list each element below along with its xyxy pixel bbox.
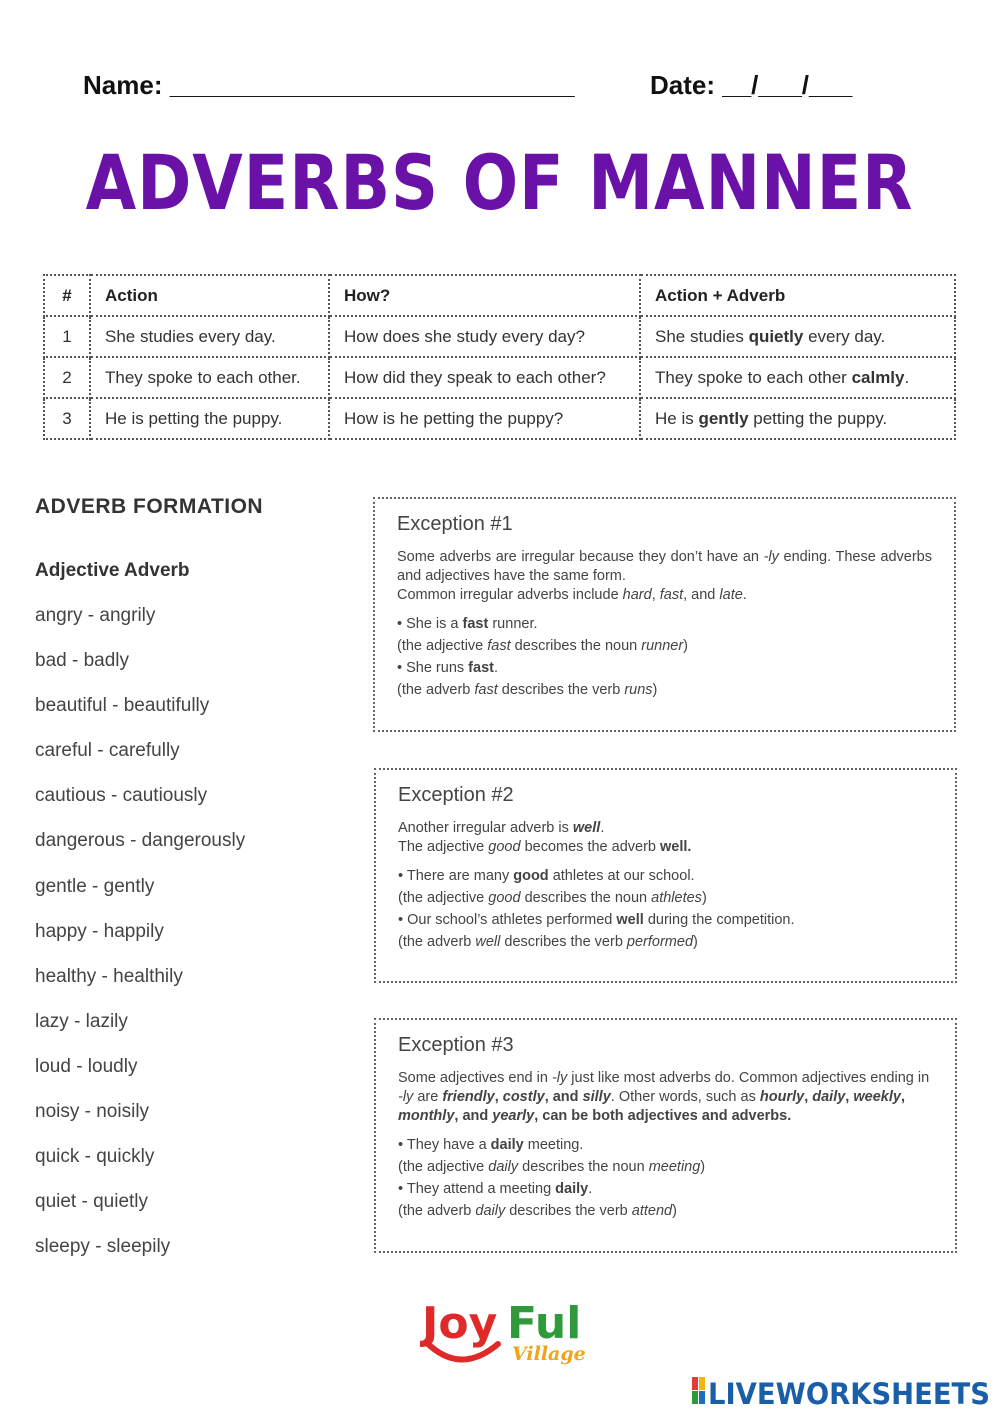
text-run: , [494,1089,503,1105]
text-run: fast [468,660,494,676]
text-run: fast [474,682,498,698]
text-run: daily [488,1159,519,1175]
adverb-word: calmly [851,367,905,387]
adverb-pre: She studies [655,326,749,346]
list-item: dangerous - dangerously [35,830,246,852]
text-run: well [572,820,601,836]
list-item: lazy - lazily [35,1010,128,1032]
text-run: . [588,1181,593,1197]
text-run: ) [652,682,658,698]
row-action-adverb [640,316,955,357]
text-run: fast [462,616,489,632]
text-run: -ly [551,1070,568,1086]
text-run: monthly [398,1108,455,1124]
date-field [650,70,852,101]
adverb-post: petting the puppy. [748,408,888,428]
exception-3-title: Exception #3 [398,1034,514,1056]
col-header-action-adverb: Action + Adverb [640,275,955,316]
exception-1-example-1 [397,613,932,635]
text-run: , can be both adjectives and adverbs. [534,1108,792,1124]
text-run: good [488,890,521,906]
text-run: fast [659,587,684,603]
exception-2-example-2 [398,909,933,931]
text-run: . [600,820,605,836]
liveworksheets-watermark [692,1374,992,1408]
text-run: fast [487,638,511,654]
text-run: daily [812,1089,846,1105]
text-run: athletes [651,890,702,906]
text-run: • She is a [397,616,463,632]
list-item: careful - carefully [35,740,180,762]
row-number: 3 [44,398,90,439]
text-run: , and [544,1089,583,1105]
text-run: ) [683,638,689,654]
text-run: ) [700,1159,706,1175]
adverb-word: quietly [748,326,804,346]
adverb-pre: They spoke to each other [655,367,852,387]
text-run: (the adverb [398,1203,476,1219]
examples-table [43,274,956,440]
page-title: ADVERBS OF MANNER [85,138,914,227]
text-run: • Our school’s athletes performed [398,912,617,928]
text-run: . [742,587,747,603]
exception-2-explain-2 [398,931,933,953]
text-run: -ly [398,1089,414,1105]
list-item: happy - happily [35,920,164,942]
name-blank: ____________________________ [169,70,575,100]
col-header-how: How? [329,275,640,316]
text-run: • They attend a meeting [398,1181,556,1197]
text-run: well [475,934,501,950]
row-number: 2 [44,357,90,398]
text-run: daily [555,1181,589,1197]
text-run: . [493,660,498,676]
text-run: • There are many [398,868,514,884]
adverb-post: every day. [803,326,886,346]
text-run: meeting [648,1159,701,1175]
list-item: healthy - healthily [35,965,183,987]
exception-1-box [373,497,956,732]
text-run: runs [624,682,653,698]
text-run: describes the noun [520,890,652,906]
text-run: , and [683,587,720,603]
text-run: ) [693,934,698,950]
text-run: describes the noun [518,1159,649,1175]
exception-3-box [374,1018,957,1253]
text-run: The adjective [398,839,489,855]
adverb-pre: He is [655,408,699,428]
text-run: performed [626,934,694,950]
exception-2-box [374,768,957,983]
row-action: He is petting the puppy. [90,398,329,439]
exception-2-text [398,819,933,838]
exception-2-title: Exception #2 [398,784,514,806]
joyful-village-logo [420,1292,590,1372]
text-run: (the adjective [398,890,489,906]
list-item: loud - loudly [35,1055,138,1077]
text-run: Some adverbs are irregular because they don’t have an [397,549,764,565]
exception-3-example-2 [398,1178,933,1200]
text-run: Some adjectives end in [398,1070,552,1086]
text-run: weekly [853,1089,901,1105]
text-run: , [845,1089,854,1105]
text-run: silly [582,1089,611,1105]
list-item: quick - quickly [35,1146,155,1168]
text-run: meeting. [523,1137,584,1153]
name-field [83,70,575,101]
exception-3-example-1 [398,1134,933,1156]
exception-1-explain-2 [397,679,932,701]
text-run: describes the verb [497,682,625,698]
text-run: runner. [488,616,538,632]
date-blank: __/___/___ [722,70,853,100]
exception-1-text-2 [397,586,932,605]
row-action-adverb [640,357,955,398]
exception-2-example-1 [398,865,933,887]
row-action-adverb [640,398,955,439]
text-run: describes the verb [500,934,627,950]
text-run: describes the noun [510,638,642,654]
text-run: , [651,587,660,603]
date-label: Date: [650,70,716,100]
text-run: (the adjective [398,1159,489,1175]
text-run: (the adverb [398,934,476,950]
exception-3-explain-2 [398,1200,933,1222]
text-run: . Other words, such as [610,1089,760,1105]
col-header-action: Action [90,275,329,316]
text-run: -ly [763,549,779,565]
text-run: well. [660,839,692,855]
text-run: attend [631,1203,673,1219]
text-run: , [804,1089,813,1105]
text-run: ) [701,890,707,906]
exception-1-explain-1 [397,635,932,657]
text-run: Common irregular adverbs include [397,587,623,603]
text-run: costly [502,1089,545,1105]
text-run: • They have a [398,1137,491,1153]
svg-text:Joy: Joy [422,1298,498,1349]
list-item: quiet - quietly [35,1191,149,1213]
svg-text:Village: Village [512,1343,586,1365]
svg-text:LIVEWORKSHEETS: LIVEWORKSHEETS [708,1377,990,1408]
exception-2-explain-1 [398,887,933,909]
text-run: ending. These adverbs and adjectives have the same form. [397,549,932,584]
list-item: gentle - gently [35,875,155,897]
text-run: hourly [759,1089,805,1105]
adverb-word: gently [698,408,749,428]
text-run: are [413,1089,443,1105]
text-run: runner [641,638,684,654]
text-run: , and [454,1108,493,1124]
list-item: sleepy - sleepily [35,1236,171,1258]
text-run: becomes the adverb [520,839,660,855]
text-run: athletes at our school. [548,868,695,884]
exception-1-example-2 [397,657,932,679]
text-run: hard [622,587,652,603]
col-header-number: # [44,275,90,316]
list-item: noisy - noisily [35,1101,150,1123]
exception-3-text [398,1069,933,1126]
text-run: good [488,839,521,855]
text-run: well [616,912,644,928]
text-run: • She runs [397,660,469,676]
text-run: daily [475,1203,506,1219]
table-row [44,357,955,398]
row-how: How did they speak to each other? [329,357,640,398]
text-run: friendly [442,1089,495,1105]
svg-text:Ful: Ful [507,1298,582,1349]
row-number: 1 [44,316,90,357]
name-label: Name: [83,70,163,100]
row-how: How does she study every day? [329,316,640,357]
list-item: bad - badly [35,650,130,672]
exception-1-text [397,548,932,586]
table-row [44,398,955,439]
row-how: How is he petting the puppy? [329,398,640,439]
text-run: ) [672,1203,677,1219]
exception-3-explain-1 [398,1156,933,1178]
text-run: Another irregular adverb is [398,820,573,836]
section-title-formation: ADVERB FORMATION [35,495,264,518]
text-run: daily [490,1137,524,1153]
adverb-post: . [904,367,910,387]
text-run: good [513,868,549,884]
text-run: (the adjective [397,638,488,654]
formation-list [35,603,245,1279]
text-run: yearly [492,1108,535,1124]
text-run: during the competition. [643,912,795,928]
list-item: cautious - cautiously [35,785,208,807]
table-header-row [44,275,955,316]
list-item: beautiful - beautifully [35,695,210,717]
list-item: angry - angrily [35,605,156,626]
text-run: just like most adverbs do. Common adjectives ending in [567,1070,930,1086]
row-action: She studies every day. [90,316,329,357]
text-run: describes the verb [505,1203,632,1219]
table-row [44,316,955,357]
exception-2-text-2 [398,838,933,857]
text-run: (the adverb [397,682,475,698]
formation-column-head: Adjective Adverb [35,560,190,581]
text-run: , [900,1089,905,1105]
exception-1-title: Exception #1 [397,513,513,535]
text-run: late [719,587,743,603]
row-action: They spoke to each other. [90,357,329,398]
